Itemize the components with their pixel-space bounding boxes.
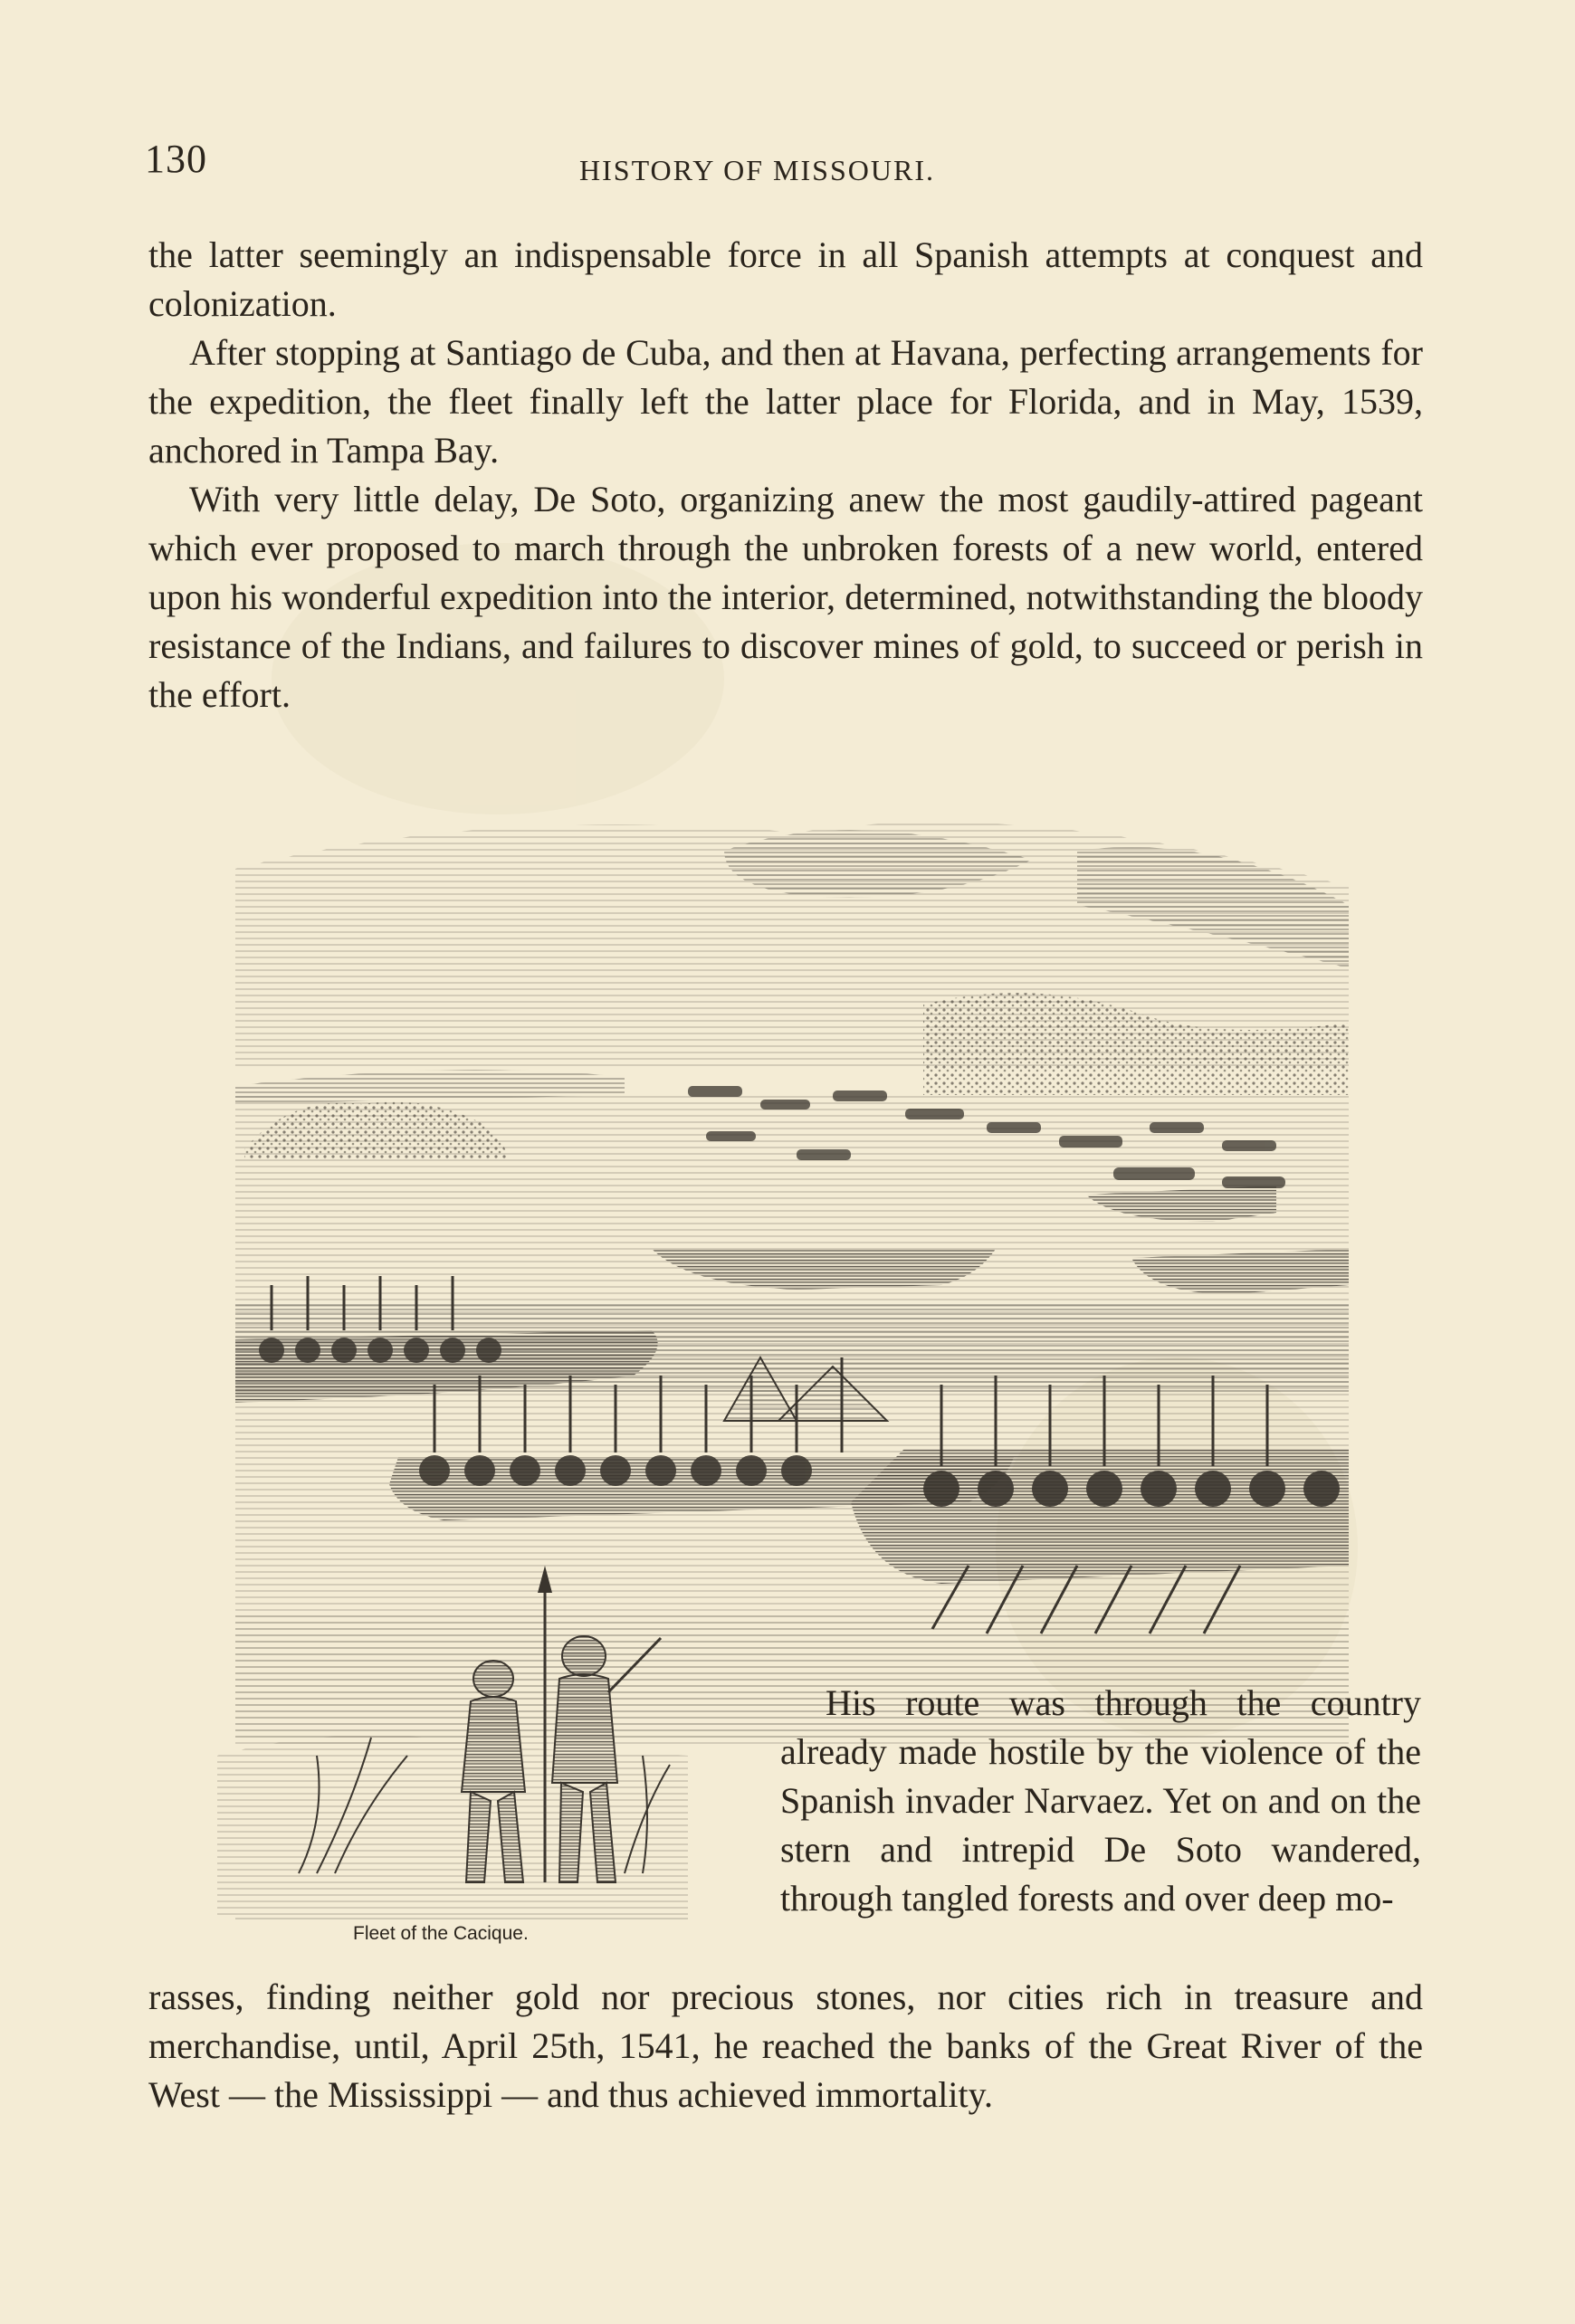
paragraph-2: After stopping at Santiago de Cuba, and then at Havana, perfecting arrangements for the expedition, the fleet finally left the latter place for Florida, and in May, 1539, anchored in Tampa Bay. — [148, 332, 1423, 471]
paragraph-1: the latter seemingly an indispensable force in all Spanish attempts at conquest and colonization. — [148, 234, 1423, 324]
page-number: 130 — [145, 137, 207, 181]
paragraph-4-continued: rasses, finding neither gold nor precious stones, nor cities rich in treasure and merchandise, until, April 25th, 1541, he reached the banks of the Great River of the West — the Mississippi — and thus achieved immortality. — [148, 1976, 1423, 2115]
paragraph-4-wrapped: His route was through the country already made hostile by the violence of the Spanish invader Narvaez. Yet on and on the stern and intrepid De Soto wandered, through tangled forests and over deep mo- — [780, 1682, 1421, 1919]
figure-caption: Fleet of the Cacique. — [353, 1923, 529, 1944]
running-head: HISTORY OF MISSOURI. — [579, 154, 935, 186]
paragraph-3: With very little delay, De Soto, organizing anew the most gaudily-attired pageant which ever proposed to march through the unbroken forests of a new world, entered upon his wonderful expedition into the interior, determined, notwithstanding the bloody resistance of the Indians, and failures to discover mines of gold, to succeed or perish in the effort. — [148, 479, 1423, 715]
